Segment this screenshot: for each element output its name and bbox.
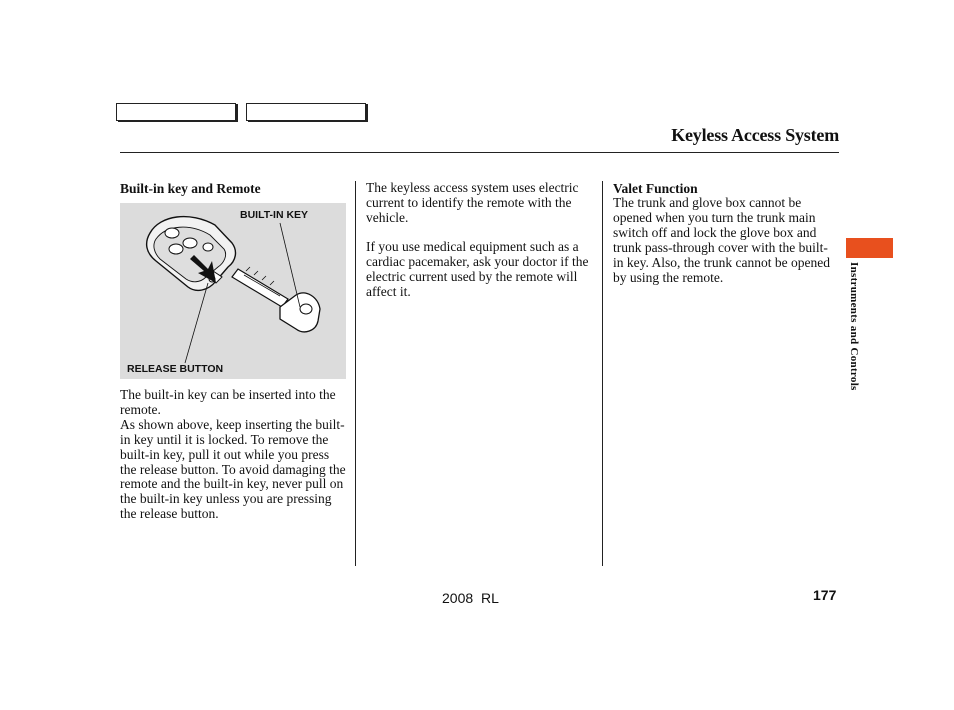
release-button-label: RELEASE BUTTON — [127, 363, 224, 375]
column-divider — [355, 181, 356, 566]
section-heading-builtin-key: Built-in key and Remote — [120, 181, 261, 196]
model-footer: 2008 RL — [442, 590, 499, 606]
column-divider — [602, 181, 603, 566]
builtin-key-label: BUILT-IN KEY — [240, 209, 309, 221]
nav-button-prev[interactable] — [116, 103, 236, 121]
medical-warning-text: If you use medical equipment such as a cardiac pacemaker, ask your doctor if the electric current used by the remote will affect it. — [366, 239, 589, 299]
nav-button-next[interactable] — [246, 103, 366, 121]
key-remote-drawing — [120, 203, 346, 379]
keyless-intro-text: The keyless access system uses electric current to identify the remote with the vehicle. — [366, 180, 579, 225]
builtin-key-text: The built-in key can be inserted into the remote. As shown above, keep inserting the built-in key until it is locked. To remove the built-in key, pull it out while you press the release button. To avoid damaging the remote and the built-in key, never pull on the built-in key unless you are pressing the release button. — [120, 387, 346, 522]
section-heading-valet: Valet Function — [613, 181, 698, 196]
valet-function-text: The trunk and glove box cannot be opened when you turn the trunk main switch off and lock the glove box and trunk pass-through cover with the built-in key. Also, the trunk cannot be opened by using the remote. — [613, 195, 830, 285]
page-number: 177 — [813, 587, 837, 603]
key-remote-illustration — [120, 203, 346, 379]
section-sidebar-label: Instruments and Controls — [848, 262, 860, 391]
page-title: Keyless Access System — [671, 125, 839, 145]
section-tab — [846, 238, 893, 258]
title-rule — [120, 152, 839, 153]
